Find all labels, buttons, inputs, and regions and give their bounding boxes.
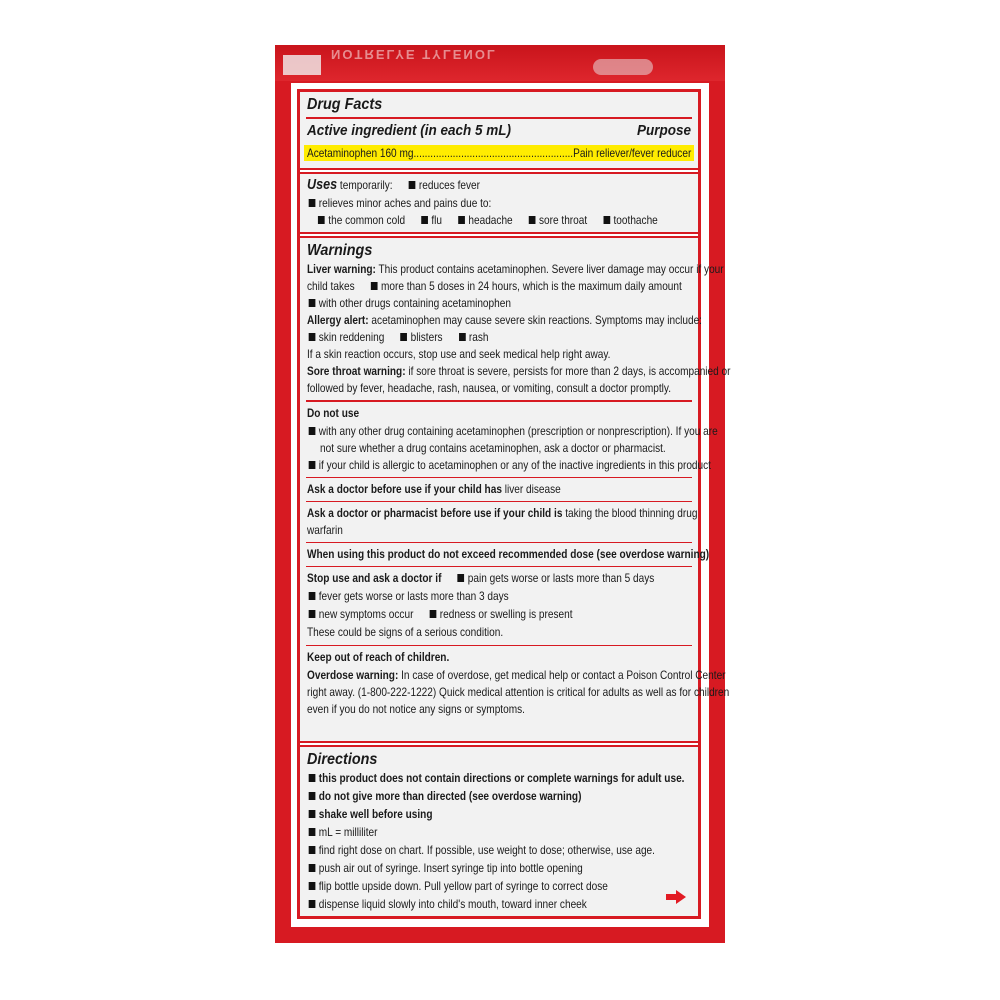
sore-throat-text: if sore throat is severe, persists for more than 2 days, is accompanied or xyxy=(405,364,731,378)
stop-use-label: Stop use and ask a doctor if xyxy=(307,571,442,585)
direction-text: flip bottle upside down. Pull yellow part of syringe to correct dose xyxy=(318,879,608,893)
do-not-use-item-1a xyxy=(307,424,718,439)
bullet-icon xyxy=(309,810,316,818)
direction-item-bold xyxy=(307,771,684,786)
bullet-icon xyxy=(421,216,428,224)
bullet-icon xyxy=(409,181,416,189)
bullet-icon xyxy=(309,774,316,782)
direction-text: dispense liquid slowly into child's mouth, toward inner cheek xyxy=(318,897,587,911)
bullet-icon xyxy=(309,299,316,307)
directions-title: Directions xyxy=(307,751,378,768)
uses-section xyxy=(300,174,698,232)
box-top-logo-oval xyxy=(593,59,653,75)
barcode-patch xyxy=(283,55,321,75)
bullet-icon xyxy=(309,900,316,908)
divider xyxy=(306,566,692,567)
allergy-alert-text: acetaminophen may cause severe skin reactions. Symptoms may include: xyxy=(368,313,702,327)
active-ingredient-heading: Active ingredient (in each 5 mL) xyxy=(307,122,512,139)
drug-facts-panel xyxy=(291,83,731,927)
do-not-use-text: with any other drug containing acetaminophen (prescription or nonprescription). If you are xyxy=(318,424,718,438)
direction-text: push air out of syringe. Insert syringe tip into bottle opening xyxy=(318,861,583,875)
sore-throat-line-2: followed by fever, headache, rash, nausea, or vomiting, consult a doctor promptly. xyxy=(307,381,672,395)
direction-item-bold xyxy=(307,789,581,804)
liver-warning-text: This product contains acetaminophen. Severe liver damage may occur if your xyxy=(375,262,724,276)
direction-item xyxy=(307,897,587,912)
overdose-text: In case of overdose, get medical help or contact a Poison Control Center xyxy=(398,668,726,682)
divider xyxy=(306,400,692,402)
bullet-icon xyxy=(309,592,316,600)
divider xyxy=(306,501,692,502)
divider xyxy=(306,645,692,646)
symptom-item: blisters xyxy=(410,330,443,344)
overdose-line-2: right away. (1-800-222-1222) Quick medical attention is critical for adults as well as for children xyxy=(307,685,730,699)
liver-warning-lead: child takes xyxy=(307,279,355,293)
bullet-icon xyxy=(318,216,325,224)
ask-doctor-text: liver disease xyxy=(501,482,561,496)
liver-warning-line-3 xyxy=(307,296,511,311)
uses-title: Uses xyxy=(307,176,338,193)
bullet-icon xyxy=(309,427,316,435)
condition-item: sore throat xyxy=(538,213,588,227)
bullet-icon xyxy=(309,461,316,469)
stop-use-line-2 xyxy=(307,589,509,604)
direction-item xyxy=(307,843,655,858)
bullet-icon xyxy=(458,216,465,224)
sore-throat-label: Sore throat warning: xyxy=(307,364,406,378)
bullet-icon xyxy=(459,333,466,341)
uses-lead: temporarily: xyxy=(339,178,393,192)
divider xyxy=(306,117,692,119)
do-not-use-item-2 xyxy=(307,458,711,473)
uses-line-2 xyxy=(307,196,491,211)
box-top-flap xyxy=(275,45,725,81)
liver-warning-item-2: with other drugs containing acetaminophen xyxy=(318,296,511,310)
bullet-icon xyxy=(309,828,316,836)
ask-pharmacist-line-2: warfarin xyxy=(307,523,343,537)
liver-warning-line-2 xyxy=(307,279,682,294)
stop-use-line-3 xyxy=(307,607,573,622)
liver-warning-line-1 xyxy=(307,262,724,277)
bullet-icon xyxy=(430,610,437,618)
stop-use-item: pain gets worse or lasts more than 5 days xyxy=(467,571,655,585)
do-not-use-text: if your child is allergic to acetaminophen or any of the inactive ingredients in this product xyxy=(318,458,711,472)
do-not-use-title: Do not use xyxy=(307,406,360,420)
stop-use-item: fever gets worse or lasts more than 3 days xyxy=(318,589,509,603)
ask-pharmacist-label: Ask a doctor or pharmacist before use if your child is xyxy=(307,506,563,520)
direction-item xyxy=(307,879,608,894)
ask-doctor-line xyxy=(307,482,561,497)
drug-facts-frame xyxy=(297,89,731,919)
direction-text: this product does not contain directions or complete warnings for adult use. xyxy=(318,771,685,785)
liver-warning-label: Liver warning: xyxy=(307,262,376,276)
stop-use-item: redness or swelling is present xyxy=(439,607,573,621)
bullet-icon xyxy=(309,882,316,890)
allergy-after-text: If a skin reaction occurs, stop use and seek medical help right away. xyxy=(307,347,611,361)
bullet-icon xyxy=(309,333,316,341)
condition-item: toothache xyxy=(613,213,658,227)
condition-item: headache xyxy=(468,213,513,227)
uses-item-2: relieves minor aches and pains due to: xyxy=(318,196,492,210)
bullet-icon xyxy=(309,199,316,207)
direction-text: find right dose on chart. If possible, use weight to dose; otherwise, use age. xyxy=(318,843,655,857)
bullet-icon xyxy=(401,333,408,341)
uses-conditions xyxy=(307,213,658,228)
condition-item: the common cold xyxy=(328,213,406,227)
direction-text: shake well before using xyxy=(318,807,433,821)
stop-use-after: These could be signs of a serious condition. xyxy=(307,625,504,639)
symptom-item: rash xyxy=(468,330,489,344)
ask-doctor-label: Ask a doctor before use if your child has xyxy=(307,482,502,496)
direction-text: mL = milliliter xyxy=(318,825,378,839)
warnings-section xyxy=(300,238,731,741)
drug-facts-title: Drug Facts xyxy=(307,96,383,113)
direction-item xyxy=(307,861,583,876)
ingredient-line: Acetaminophen 160 mg.........................................................Pain reliever/fever reducer xyxy=(307,146,692,160)
divider xyxy=(306,477,692,478)
liver-warning-item-1: more than 5 doses in 24 hours, which is the maximum daily amount xyxy=(380,279,682,293)
warnings-title: Warnings xyxy=(307,242,373,259)
direction-item-bold xyxy=(307,807,432,822)
bullet-icon xyxy=(603,216,610,224)
ask-pharmacist-text: taking the blood thinning drug xyxy=(562,506,698,520)
when-using-line: When using this product do not exceed recommended dose (see overdose warning) xyxy=(307,547,710,561)
bullet-icon xyxy=(529,216,536,224)
do-not-use-item-1b: not sure whether a drug contains acetaminophen, ask a doctor or pharmacist. xyxy=(320,441,666,455)
uses-item-1: reduces fever xyxy=(418,178,480,192)
overdose-line-1 xyxy=(307,668,726,683)
allergy-alert-line xyxy=(307,313,702,328)
condition-item: flu xyxy=(431,213,443,227)
bullet-icon xyxy=(371,282,378,290)
bullet-icon xyxy=(458,574,465,582)
symptom-item: skin reddening xyxy=(318,330,385,344)
directions-section xyxy=(300,747,698,916)
uses-line-1 xyxy=(307,177,480,193)
allergy-alert-label: Allergy alert: xyxy=(307,313,369,327)
direction-item xyxy=(307,825,377,840)
allergy-symptoms xyxy=(307,330,489,345)
direction-text: do not give more than directed (see overdose warning) xyxy=(318,789,582,803)
overdose-line-3: even if you do not notice any signs or symptoms. xyxy=(307,702,525,716)
bullet-icon xyxy=(309,792,316,800)
keep-out-of-reach: Keep out of reach of children. xyxy=(307,650,450,664)
bullet-icon xyxy=(309,610,316,618)
bullet-icon xyxy=(309,846,316,854)
bullet-icon xyxy=(309,864,316,872)
purpose-heading: Purpose xyxy=(636,122,691,139)
stop-use-item: new symptoms occur xyxy=(318,607,414,621)
divider xyxy=(306,542,692,543)
box-top-mirrored-text: NOTRELYE TYLENOL xyxy=(331,47,497,62)
ask-pharmacist-line-1 xyxy=(307,506,697,521)
drug-facts-header-section xyxy=(300,92,698,168)
overdose-label: Overdose warning: xyxy=(307,668,399,682)
product-box-back xyxy=(275,45,731,943)
arrow-right-icon xyxy=(666,890,686,904)
sore-throat-line-1 xyxy=(307,364,731,379)
stop-use-line-1 xyxy=(307,571,654,586)
